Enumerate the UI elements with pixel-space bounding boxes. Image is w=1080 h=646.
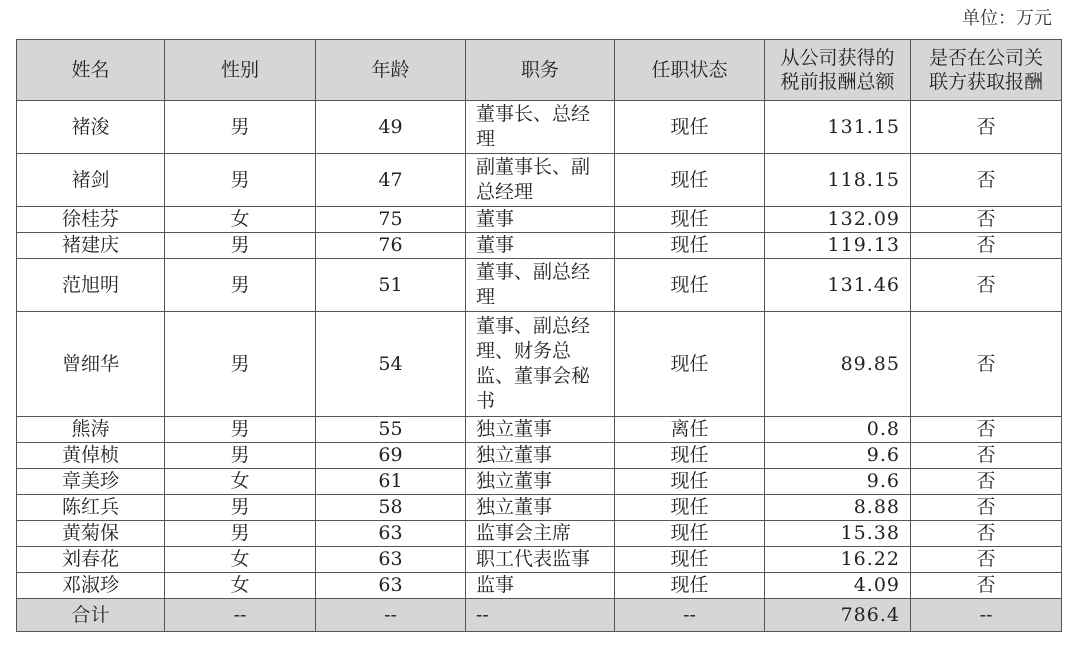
cell-name: 褚建庆 <box>17 233 165 259</box>
cell-position <box>466 547 615 573</box>
cell-related: 否 <box>911 154 1062 207</box>
cell-gender: 男 <box>165 101 316 154</box>
cell-status: 离任 <box>615 417 765 443</box>
cell-position-line: 书 <box>476 390 496 412</box>
cell-age: 63 <box>316 573 466 599</box>
cell-position-line: 监事会主席 <box>476 522 572 544</box>
cell-name: 范旭明 <box>17 259 165 312</box>
cell-position <box>466 312 615 417</box>
cell-position-line: 独立董事 <box>476 444 553 466</box>
cell-name: 曾细华 <box>17 312 165 417</box>
cell-status: 现任 <box>615 207 765 233</box>
table-header-row <box>17 40 1062 101</box>
cell-age: 54 <box>316 312 466 417</box>
cell-position-line: 副董事长、副 <box>476 156 591 178</box>
table-row <box>17 573 1062 599</box>
table-row <box>17 443 1062 469</box>
total-position: -- <box>466 599 615 632</box>
cell-gender: 男 <box>165 233 316 259</box>
table-row <box>17 259 1062 312</box>
header-status: 任职状态 <box>615 40 765 101</box>
cell-status: 现任 <box>615 154 765 207</box>
cell-position <box>466 443 615 469</box>
cell-position-line: 独立董事 <box>476 496 553 518</box>
table-row <box>17 521 1062 547</box>
cell-position-line: 董事长、总经 <box>476 103 591 125</box>
cell-gender: 男 <box>165 312 316 417</box>
cell-name: 章美珍 <box>17 469 165 495</box>
cell-pay: 0.8 <box>765 417 911 443</box>
header-pay <box>765 40 911 101</box>
cell-status: 现任 <box>615 521 765 547</box>
cell-status: 现任 <box>615 469 765 495</box>
total-pay: 786.4 <box>765 599 911 632</box>
cell-name: 熊涛 <box>17 417 165 443</box>
cell-position-line: 独立董事 <box>476 470 553 492</box>
unit-label: 单位：万元 <box>962 8 1052 29</box>
cell-pay: 16.22 <box>765 547 911 573</box>
table-row <box>17 469 1062 495</box>
cell-status: 现任 <box>615 312 765 417</box>
cell-related: 否 <box>911 312 1062 417</box>
cell-pay: 132.09 <box>765 207 911 233</box>
header-related-line: 联方获取报酬 <box>928 71 1043 93</box>
cell-pay: 131.15 <box>765 101 911 154</box>
header-related-line: 是否在公司关 <box>928 47 1043 69</box>
cell-gender: 男 <box>165 443 316 469</box>
cell-position <box>466 259 615 312</box>
cell-status: 现任 <box>615 443 765 469</box>
cell-related: 否 <box>911 495 1062 521</box>
cell-position-line: 董事 <box>476 208 515 230</box>
cell-age: 63 <box>316 547 466 573</box>
cell-position-line: 监、董事会秘 <box>476 365 591 387</box>
cell-gender: 男 <box>165 521 316 547</box>
cell-name: 黄菊保 <box>17 521 165 547</box>
cell-pay: 15.38 <box>765 521 911 547</box>
cell-position <box>466 101 615 154</box>
cell-position-line: 理 <box>476 128 496 150</box>
cell-pay: 8.88 <box>765 495 911 521</box>
table-row <box>17 207 1062 233</box>
cell-status: 现任 <box>615 233 765 259</box>
cell-related: 否 <box>911 101 1062 154</box>
total-label: 合计 <box>17 599 165 632</box>
cell-age: 49 <box>316 101 466 154</box>
cell-age: 55 <box>316 417 466 443</box>
cell-pay: 118.15 <box>765 154 911 207</box>
cell-age: 75 <box>316 207 466 233</box>
cell-related: 否 <box>911 443 1062 469</box>
header-related <box>911 40 1062 101</box>
cell-name: 徐桂芬 <box>17 207 165 233</box>
compensation-table <box>16 39 1062 632</box>
cell-position <box>466 207 615 233</box>
cell-position <box>466 521 615 547</box>
cell-related: 否 <box>911 233 1062 259</box>
cell-position-line: 监事 <box>476 574 515 596</box>
header-gender: 性别 <box>165 40 316 101</box>
cell-pay: 9.6 <box>765 469 911 495</box>
cell-related: 否 <box>911 259 1062 312</box>
header-pay-line: 税前报酬总额 <box>780 71 895 93</box>
table-row <box>17 417 1062 443</box>
cell-pay: 119.13 <box>765 233 911 259</box>
cell-related: 否 <box>911 521 1062 547</box>
table-row <box>17 312 1062 417</box>
table-row <box>17 495 1062 521</box>
cell-gender: 男 <box>165 495 316 521</box>
header-age: 年龄 <box>316 40 466 101</box>
cell-position <box>466 469 615 495</box>
cell-gender: 男 <box>165 417 316 443</box>
cell-position <box>466 233 615 259</box>
cell-status: 现任 <box>615 259 765 312</box>
table-row <box>17 547 1062 573</box>
header-position: 职务 <box>466 40 615 101</box>
cell-name: 褚浚 <box>17 101 165 154</box>
cell-name: 褚剑 <box>17 154 165 207</box>
cell-age: 76 <box>316 233 466 259</box>
total-related: -- <box>911 599 1062 632</box>
cell-status: 现任 <box>615 547 765 573</box>
cell-gender: 女 <box>165 573 316 599</box>
cell-status: 现任 <box>615 573 765 599</box>
cell-age: 61 <box>316 469 466 495</box>
cell-gender: 男 <box>165 154 316 207</box>
cell-pay: 4.09 <box>765 573 911 599</box>
cell-gender: 女 <box>165 469 316 495</box>
table-body <box>17 101 1062 599</box>
cell-gender: 女 <box>165 207 316 233</box>
cell-related: 否 <box>911 547 1062 573</box>
cell-position-line: 独立董事 <box>476 418 553 440</box>
cell-name: 刘春花 <box>17 547 165 573</box>
total-status: -- <box>615 599 765 632</box>
total-row <box>17 599 1062 632</box>
cell-related: 否 <box>911 207 1062 233</box>
cell-related: 否 <box>911 417 1062 443</box>
cell-position-line: 职工代表监事 <box>476 548 591 570</box>
cell-gender: 女 <box>165 547 316 573</box>
cell-age: 58 <box>316 495 466 521</box>
table-row <box>17 233 1062 259</box>
cell-position-line: 董事、副总经 <box>476 261 591 283</box>
cell-age: 47 <box>316 154 466 207</box>
cell-position-line: 总经理 <box>476 181 534 203</box>
total-age: -- <box>316 599 466 632</box>
cell-name: 陈红兵 <box>17 495 165 521</box>
cell-related: 否 <box>911 469 1062 495</box>
cell-related: 否 <box>911 573 1062 599</box>
cell-position <box>466 154 615 207</box>
cell-age: 69 <box>316 443 466 469</box>
cell-pay: 9.6 <box>765 443 911 469</box>
cell-gender: 男 <box>165 259 316 312</box>
header-name: 姓名 <box>17 40 165 101</box>
cell-age: 63 <box>316 521 466 547</box>
table-row <box>17 101 1062 154</box>
cell-position-line: 理、财务总 <box>476 340 572 362</box>
cell-age: 51 <box>316 259 466 312</box>
cell-position-line: 董事、副总经 <box>476 315 591 337</box>
cell-name: 邓淑珍 <box>17 573 165 599</box>
cell-pay: 89.85 <box>765 312 911 417</box>
cell-position <box>466 417 615 443</box>
total-gender: -- <box>165 599 316 632</box>
cell-position-line: 董事 <box>476 234 515 256</box>
cell-position <box>466 573 615 599</box>
cell-status: 现任 <box>615 101 765 154</box>
cell-position <box>466 495 615 521</box>
cell-pay: 131.46 <box>765 259 911 312</box>
cell-status: 现任 <box>615 495 765 521</box>
cell-position-line: 理 <box>476 286 496 308</box>
header-pay-line: 从公司获得的 <box>780 47 895 69</box>
cell-name: 黄倬桢 <box>17 443 165 469</box>
table-row <box>17 154 1062 207</box>
